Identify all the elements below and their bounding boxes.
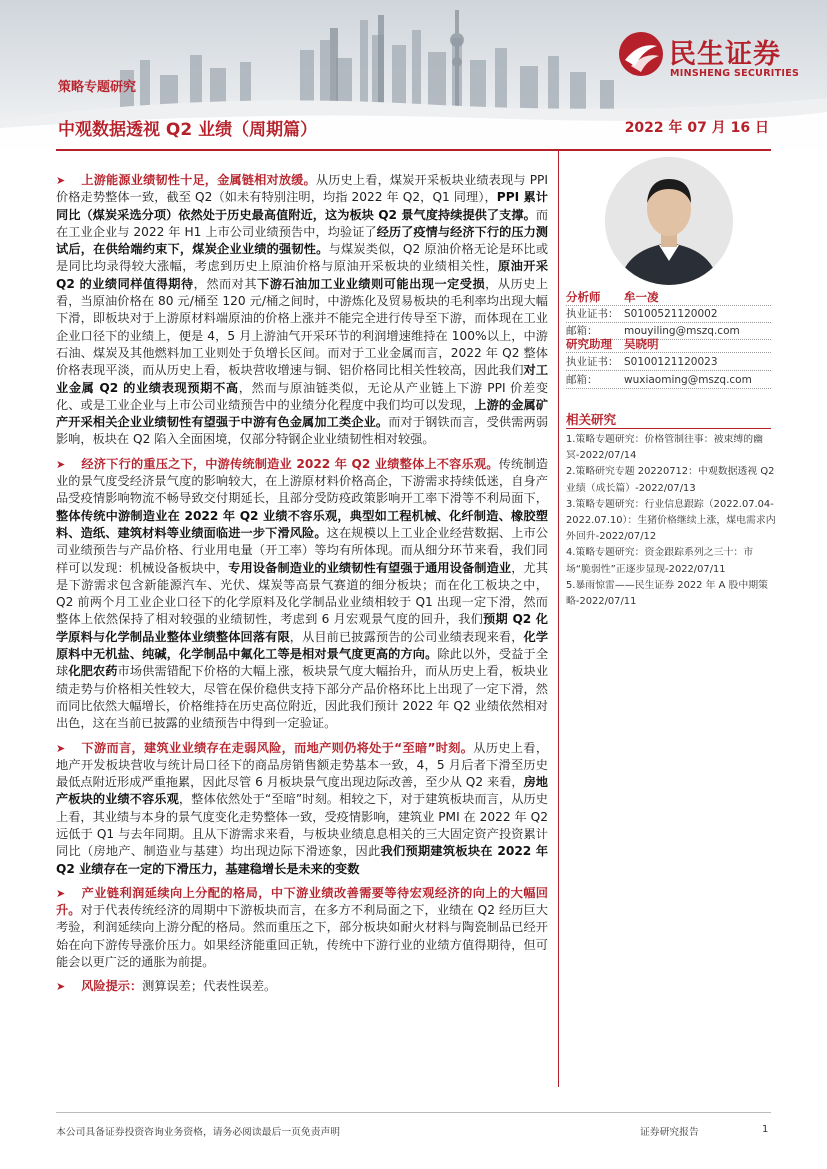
lead-sentence: 产业链利润延续向上分配的格局，中下游业绩改善需要等待宏观经济的向上的大幅回升。 <box>56 885 548 918</box>
email-label: 邮箱： <box>566 374 598 386</box>
emphasis-text: 原油开采 Q2 的业绩同样值得期待 <box>56 259 549 291</box>
risk-label: 风险提示： <box>81 979 143 994</box>
divider <box>566 352 771 353</box>
logo-text-cn: 民生证券 <box>669 39 781 70</box>
divider <box>566 370 771 371</box>
list-item[interactable]: 2.策略研究专题 20220712：中观数据透视 Q2 业绩（成长篇）-2022/07/13 <box>566 466 775 494</box>
analyst-role: 分析师 <box>566 290 601 304</box>
assistant-email[interactable]: wuxiaoming@mszq.com <box>624 374 752 386</box>
assistant-cert-row <box>566 354 718 369</box>
lead-sentence: 上游能源业绩韧性十足，金属链相对放缓。 <box>81 173 316 187</box>
list-item[interactable]: 3.策略专题研究：行业信息跟踪（2022.07.04-2022.07.10）：生猪价格继续上涨，煤电需求内外回升-2022/07/12 <box>566 498 776 543</box>
text-run: 从历史上看，地产开发板块营收与统计局口径下的商品房销售额走势基本一致，4，5 月后者下滑至历史最低点附近形成严重拖累，因此尽管 6 月板块景气度出现边际改善，至少从 Q2 来看， <box>56 740 549 790</box>
paragraph-text <box>56 173 548 446</box>
bullet-arrow-icon: ➤ <box>56 174 66 187</box>
main-content <box>56 172 548 1003</box>
text-run: 而在工业企业与 2022 年 H1 上市公司业绩预告中，均验证了 <box>56 207 548 239</box>
paragraph-upstream <box>56 172 548 449</box>
lead-sentence: 下游而言，建筑业业绩存在走弱风险，而地产则仍将处于“至暗”时刻。 <box>81 740 474 755</box>
logo-mark-icon <box>617 30 665 78</box>
lead-sentence: 经济下行的重压之下，中游传统制造业 2022 年 Q2 业绩整体上不容乐观。 <box>81 456 499 471</box>
divider <box>566 388 771 389</box>
text-run: ，尤其是下游需求包含新能源汽车、光伏、煤炭等高景气赛道的细分板块；而在化工板块之中，Q2 前两个月工业企业口径下的化学原料及化学制品业业绩相较于 Q1 出现一定下滑，然而整体上依然保持了相对较强的业绩韧性，考虑到 6 月宏观景气度的回升，我们 <box>56 560 549 627</box>
analyst-photo <box>605 157 733 285</box>
assistant-cert: S0100121120023 <box>624 356 718 368</box>
bullet-arrow-icon: ➤ <box>56 886 66 900</box>
text-run: 传统制造业的景气度受经济景气度的影响较大，在上游原材料价格高企，下游需求持续低迷，自身产品受疫情影响物流不畅导致交付期延长，且部分受防疫政策影响开工率下滑等不利局面下， <box>56 456 549 506</box>
text-run: 从历史上看，煤炭开采板块业绩表现与 PPI 价格走势整体一致，截至 Q2（如未有特别注明，均指 2022 年 Q2，Q1 同理）， <box>56 173 549 205</box>
paragraph-text <box>56 457 548 730</box>
report-type: 策略专题研究 <box>58 80 137 95</box>
avatar <box>605 157 733 285</box>
emphasis-text: 房地产板块的业绩不容乐观 <box>56 775 548 807</box>
page-title: 中观数据透视 Q2 业绩（周期篇） <box>58 120 318 140</box>
text-run: 与煤炭类似，Q2 原油价格无论是环比或是同比均录得较大涨幅，考虑到历史上原油价格与原油开采板块的业绩相关性， <box>56 242 549 274</box>
header-divider <box>56 149 771 151</box>
text-run: 这在规模以上工业企业经营数据、上市公司业绩预告与产品价格、行业用电量（开工率）等均有所体现。而从细分环节来看，我们同样可以发现：机械设备板块中， <box>56 525 549 575</box>
paragraph-text <box>56 741 548 876</box>
company-logo <box>617 30 807 85</box>
emphasis-text: 预期 Q2 化学原料与化学制品业整体业绩整体回落有限 <box>56 612 548 644</box>
footer-report-kind: 证券研究报告 <box>640 1127 699 1138</box>
list-item[interactable]: 4.策略专题研究：资金跟踪系列之三十：市场“脆弱性”正逐步显现-2022/07/11 <box>566 547 754 575</box>
logo-text-en: MINSHENG SECURITIES <box>670 68 800 79</box>
text-run: ，然而与原油链类似，无论从产业链上下游 PPI 价差变化、或是工业企业与上市公司业绩预告中的业绩分化程度中我们均可以发现， <box>56 380 549 412</box>
paragraph-profit-distribution <box>56 885 548 971</box>
cert-label: 执业证书： <box>566 308 619 320</box>
cert-label: 执业证书： <box>566 356 619 368</box>
paragraph-midstream <box>56 456 548 733</box>
text-run: ，然而对其 <box>193 276 258 291</box>
emphasis-text: 整体传统中游制造业在 2022 年 Q2 业绩不容乐观，典型如工程机械、化纤制造、橡胶塑料、造纸、建筑材料等业绩面临进一步下滑风险。 <box>56 508 548 540</box>
bullet-arrow-icon: ➤ <box>56 457 66 471</box>
emphasis-text: 上游的金属矿产开采相关企业业绩韧性有望强于中游有色金属加工类企业。 <box>56 397 549 430</box>
footer-divider <box>56 1112 771 1113</box>
text-run: 而对于钢铁而言，受供需两弱影响，板块在 Q2 陷入全面困境，仅部分特钢企业业绩韧性相对较强。 <box>56 415 549 447</box>
bullet-arrow-icon: ➤ <box>56 980 66 994</box>
risk-text: 测算误差；代表性误差。 <box>142 979 277 994</box>
related-research-heading: 相关研究 <box>566 412 617 427</box>
bullet-arrow-icon: ➤ <box>56 741 66 755</box>
header-banner <box>0 0 827 150</box>
emphasis-text: 化肥农药 <box>68 664 118 679</box>
analyst-cert-row <box>566 306 718 321</box>
footer-disclaimer: 本公司具备证券投资咨询业务资格，请务必阅读最后一页免责声明 <box>56 1127 341 1138</box>
text-run: 对于代表传统经济的周期中下游板块而言，在多方不利局面之下，业绩在 Q2 经历巨大考验，利润延续向上游分配的格局。然而重压之下，部分板块如耐火材料与陶瓷制品已经开始在向下游传导涨价压力。如果经济能重回正轨，传统中下游行业的业绩方值得期待，但可能会以更广泛的通胀为前提。 <box>56 903 548 970</box>
analyst-cert: S0100521120002 <box>624 308 718 320</box>
text-run: 市场供需错配下价格的大幅上涨，板块景气度大幅抬升，而从历史上看，板块业绩走势与价格相关性较大，尽管在保价稳供支持下部分产品价格环比上出现了一定下滑，然而同比依然大幅增长，价格维持在历史高位附近，因此我们预计 2022 年 Q2 业绩依然相对出色，这在当前已披露的业绩预告中得到一定验证。 <box>56 664 549 731</box>
emphasis-text: 专用设备制造业的业绩韧性有望强于通用设备制造业 <box>228 560 512 575</box>
emphasis-text: 下游石油加工业业绩则可能出现一定受损 <box>257 276 486 291</box>
page-number: 1 <box>762 1124 769 1135</box>
text-run: ，整体依然处于“至暗”时刻。相较之下，对于建筑板块而言，从历史上看，其业绩与本身的景气度变化走势整体一致，受疫情影响，建筑业 PMI 在 2022 年 Q2 远低于 Q1 与去年同期。且从下游需求来看，与板块业绩息息相关的三大固定资产投资累计同比（房地产、制造业与基建）均出现边际下滑迹象，因此 <box>56 792 548 859</box>
analyst-row <box>566 289 659 305</box>
analyst-email[interactable]: mouyiling@mszq.com <box>624 325 740 337</box>
paragraph-downstream <box>56 740 548 878</box>
paragraph-text <box>56 886 548 969</box>
emphasis-text: 经历了疫情与经济下行的压力测试后，在供给端约束下，煤炭企业业绩的强韧性。 <box>56 224 548 257</box>
text-run: ，从目前已披露预告的公司业绩表现来看， <box>289 629 524 644</box>
divider <box>566 428 771 429</box>
text-run: ，从历史上看，当原油价格在 80 元/桶至 120 元/桶之间时，中游炼化及贸易板块的毛利率均出现大幅下滑，即板块对于上游原材料端原油的价格上涨并不能完全进行传导至下游，而体现在工业企业口径下的业绩上，便是 4，5 月上游油气开采环节的利润增速维持在 100%以上，中游石油、煤炭及其他燃料加工业则处于负增长区间。而对于工业金属而言，2022 年 Q2 整体价格表现平淡，而从历史上看，板块营收增速与铜、铝价格同比相关性较高，因此我们 <box>56 276 549 378</box>
emphasis-text: 对工业金属 Q2 的业绩表现预期不高 <box>56 363 549 395</box>
risk-warning <box>56 978 548 995</box>
assistant-email-row <box>566 372 752 387</box>
column-divider <box>558 150 559 1087</box>
assistant-role: 研究助理 <box>566 337 612 351</box>
list-item[interactable]: 5.暴雨惊雷——民生证券 2022 年 A 股中期策略-2022/07/11 <box>566 579 768 608</box>
assistant-row <box>566 336 659 352</box>
analyst-name: 牟一凌 <box>624 290 659 304</box>
emphasis-text: PPI 累计同比（煤炭采选分项）依然处于历史最高值附近，这为板块 Q2 景气度持续提供了支撑。 <box>56 190 548 222</box>
list-item[interactable]: 1.策略专题研究：价格管制往事：被束缚的幽冥-2022/07/14 <box>566 434 764 462</box>
assistant-name: 吴晓明 <box>624 337 659 351</box>
report-date: 2022 年 07 月 16 日 <box>624 120 769 136</box>
related-research-list <box>566 432 776 610</box>
text-run: 除此以外，受益于全球 <box>56 647 549 679</box>
email-label: 邮箱： <box>566 325 598 337</box>
emphasis-text: 化学原料中无机盐、纯碱，化学制品中氟化工等是相对景气度更高的方向。 <box>56 629 549 662</box>
emphasis-text: 我们预期建筑板块在 2022 年 Q2 业绩存在一定的下滑压力，基建稳增长是未来的变数 <box>56 844 549 876</box>
